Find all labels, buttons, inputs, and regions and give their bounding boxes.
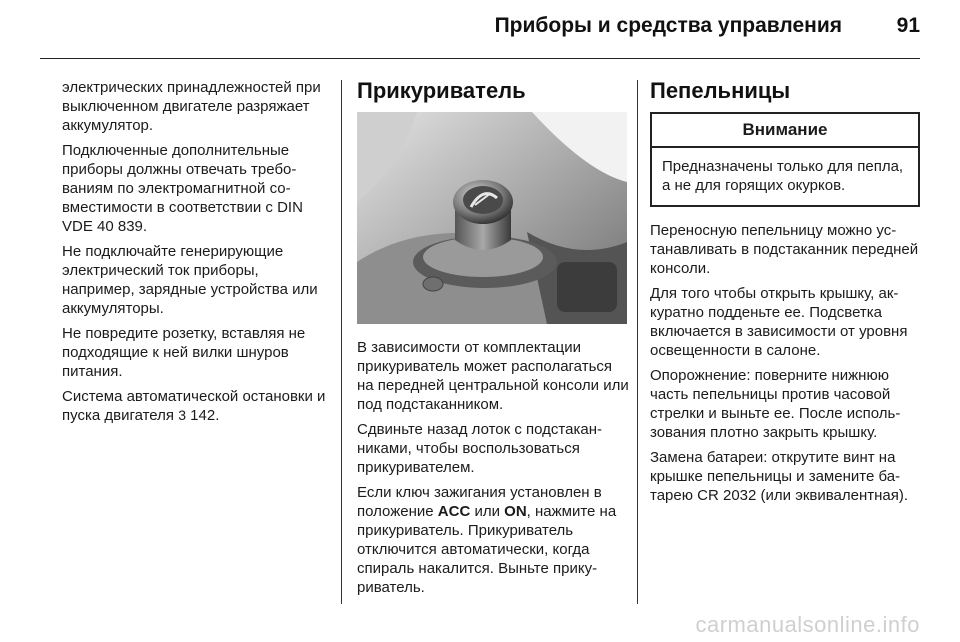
- page-reference[interactable]: 142.: [190, 407, 220, 424]
- ignition-position-on: ON: [504, 503, 527, 520]
- paragraph: Не подключайте генерирующие электрический ток приборы, например, зарядные устройства или аккумуляторы.: [62, 243, 318, 317]
- paragraph: [357, 483, 629, 597]
- header-rule: [40, 58, 920, 59]
- section-heading-ashtrays: Пепельницы: [650, 78, 791, 103]
- warning-box: [650, 112, 920, 207]
- watermark: carmanualsonline.info: [695, 612, 920, 637]
- paragraph-text: , нажмите на прикуриватель. Прикуриватель отключится автоматически, когда спираль накалится. Выньте прикуриватель.: [357, 503, 617, 596]
- column-left: [62, 78, 332, 431]
- cigarette-lighter-photo: [357, 112, 627, 324]
- column-right: [650, 78, 922, 511]
- paragraph: Для того чтобы открыть крышку, аккуратно подденьте ее. Подсветка включается в зависимости от уровня освещенности в салоне.: [650, 285, 908, 359]
- page-title: Приборы и средства управления: [494, 14, 842, 37]
- paragraph-text: Система автоматической остановки и пуска двигателя: [62, 388, 326, 424]
- paragraph: Переносную пепельницу можно устанавливать в подстаканник передней консоли.: [650, 222, 919, 277]
- column-divider: [341, 80, 342, 604]
- paragraph: [62, 387, 332, 425]
- warning-title: Внимание: [652, 114, 918, 148]
- page-reference-icon: 3: [178, 407, 186, 423]
- warning-text: Предназначены только для пепла, а не для горящих окурков.: [662, 158, 904, 194]
- ignition-position-acc: ACC: [437, 503, 471, 520]
- page-number: 91: [896, 14, 920, 37]
- paragraph: электрических принадлежностей при выключенном двигателе разряжает аккумулятор.: [62, 79, 321, 134]
- paragraph-text: или: [474, 503, 500, 520]
- section-heading-lighter: Прикуриватель: [357, 78, 526, 103]
- paragraph-text: Если ключ зажигания установлен в положение: [357, 484, 602, 520]
- paragraph: Не повредите розетку, вставляя не подходящие к ней вилки шнуров питания.: [62, 325, 306, 380]
- paragraph: Подключенные дополнительные приборы должны отвечать требованиям по электромагнитной совместимости в соответствии с DIN VDE 40 839.: [62, 142, 303, 235]
- column-middle: [357, 78, 629, 603]
- paragraph: Опорожнение: поверните нижнюю часть пепельницы против часовой стрелки и выньте ее. После использования плотно закрыть крышку.: [650, 367, 901, 441]
- column-divider: [637, 80, 638, 604]
- paragraph: Сдвиньте назад лоток с подстаканниками, чтобы воспользоваться прикуривателем.: [357, 421, 602, 476]
- paragraph: В зависимости от комплектации прикуриватель может располагаться на передней центральной консоли или под подстаканником.: [357, 339, 629, 413]
- paragraph: Замена батареи: открутите винт на крышке пепельницы и замените батарею CR 2032 (или эквивалентная).: [650, 449, 909, 504]
